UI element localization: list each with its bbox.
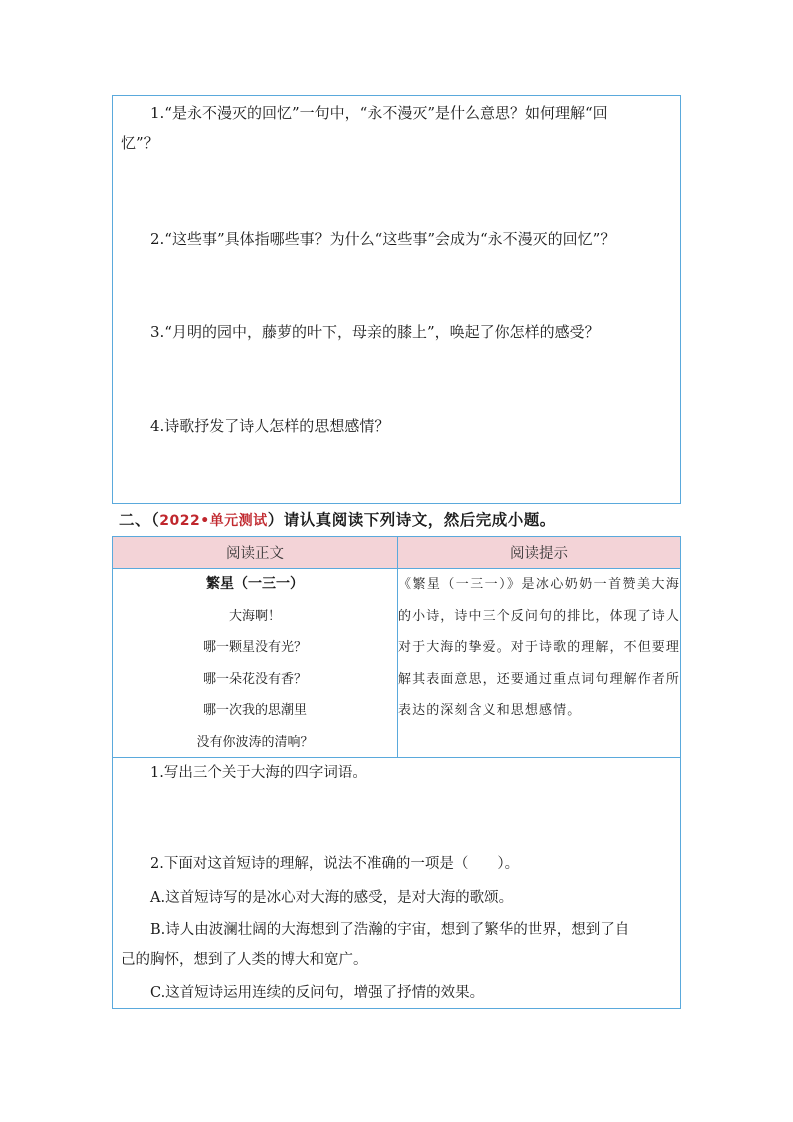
section-heading <box>119 508 556 530</box>
question-1 <box>113 98 672 158</box>
header-reading-hint: 阅读提示 <box>398 537 681 569</box>
question-box-2 <box>112 757 681 1009</box>
hint-cell: 《繁星（一三一）》是冰心奶奶一首赞美大海的小诗，诗中三个反问句的排比，体现了诗人对于大海的挚爱。对于诗歌的理解，不但要理解其表面意思，还要通过重点词句理解作者所表达的深刻含义和思想感情。 <box>398 569 681 759</box>
poem-line: 哪一次我的思潮里 <box>202 703 307 718</box>
option-c: C.这首短诗运用连续的反问句，增强了抒情的效果。 <box>150 985 485 1001</box>
table-header-row <box>113 537 681 569</box>
question-4: 4.诗歌抒发了诗人怎样的思想感情？ <box>150 417 390 435</box>
poem-cell <box>113 569 398 759</box>
option-b-line-2: 己的胸怀，想到了人类的博大和宽广。 <box>121 952 368 968</box>
poem-line: 没有你波涛的清响？ <box>196 734 314 750</box>
option-b <box>113 915 672 975</box>
question-2-1: 1.写出三个关于大海的四字词语。 <box>150 765 367 781</box>
question-1-line-2: 忆”？ <box>121 134 159 152</box>
question-1-line-1: 1.“是永不漫灭的回忆”一句中，“永不漫灭”是什么意思？如何理解“回 <box>150 104 608 122</box>
poem-line: 哪一颗星没有光？ <box>202 640 307 655</box>
option-b-line-1: B.诗人由波澜壮阔的大海想到了浩瀚的宇宙，想到了繁华的世界，想到了自 <box>150 922 630 938</box>
poem-title: 繁星（一三一） <box>206 576 304 592</box>
source-tag: 2022•单元测试 <box>159 513 268 529</box>
question-2-2: 2.下面对这首短诗的理解，说法不准确的一项是（ ）。 <box>150 856 520 872</box>
question-3: 3.“月明的园中，藤萝的叶下，母亲的膝上”，唤起了你怎样的感受？ <box>150 323 600 341</box>
question-box-1 <box>112 95 681 504</box>
table-body-row <box>113 569 681 759</box>
poem-line: 哪一朵花没有香？ <box>202 671 307 687</box>
question-2: 2.“这些事”具体指哪些事？为什么“这些事”会成为“永不漫灭的回忆”？ <box>150 230 616 248</box>
reading-table <box>112 536 681 759</box>
section-instruction: ）请认真阅读下列诗文，然后完成小题。 <box>267 511 556 529</box>
poem-line: 大海啊！ <box>228 608 281 624</box>
header-reading-text: 阅读正文 <box>113 537 398 569</box>
section-prefix: 二、（ <box>119 511 160 529</box>
option-a: A.这首短诗写的是冰心对大海的感受，是对大海的歌颂。 <box>150 890 514 906</box>
